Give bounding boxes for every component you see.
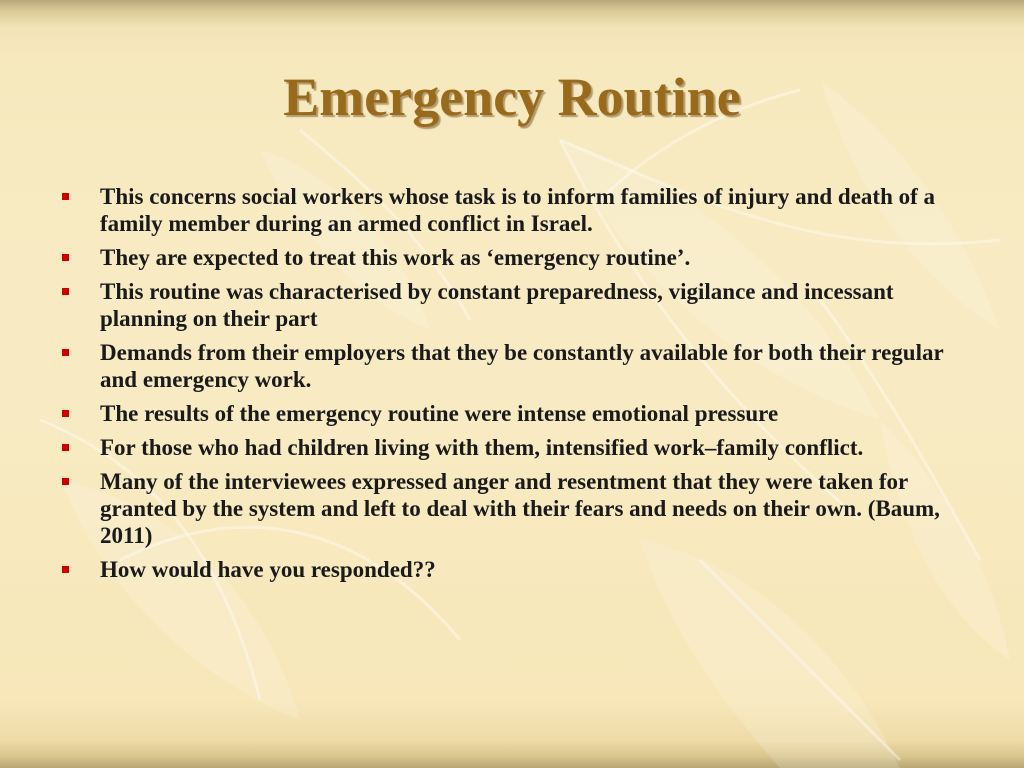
square-bullet-icon [62,254,69,261]
square-bullet-icon [62,566,69,573]
bullet-text: They are expected to treat this work as ‘emergency routine’. [100,245,691,270]
bullet-text: For those who had children living with them, intensified work–family conflict. [100,435,864,460]
square-bullet-icon [62,478,69,485]
bullet-item [62,183,972,237]
bullet-item [62,434,972,461]
bullet-text: How would have you responded?? [100,557,436,582]
bullet-item [62,278,972,332]
bullet-item [62,339,972,393]
bullet-text: Many of the interviewees expressed anger and resentment that they were taken for granted by the system and left to deal with their fears and needs on their own. (Baum, 2011) [100,469,940,548]
square-bullet-icon [62,193,69,200]
bullet-list [62,183,972,590]
square-bullet-icon [62,349,69,356]
slide-title: Emergency Routine [283,67,741,127]
bullet-item [62,244,972,271]
bullet-text: The results of the emergency routine were intense emotional pressure [100,401,779,426]
bullet-item [62,556,972,583]
square-bullet-icon [62,444,69,451]
bullet-item [62,468,972,549]
bullet-item [62,400,972,427]
bullet-text: This concerns social workers whose task is to inform families of injury and death of a family member during an armed conflict in Israel. [100,184,936,236]
bullet-text: This routine was characterised by constant preparedness, vigilance and incessant planning on their part [100,279,894,331]
square-bullet-icon [62,288,69,295]
bullet-text: Demands from their employers that they be constantly available for both their regular and emergency work. [100,340,944,392]
square-bullet-icon [62,410,69,417]
